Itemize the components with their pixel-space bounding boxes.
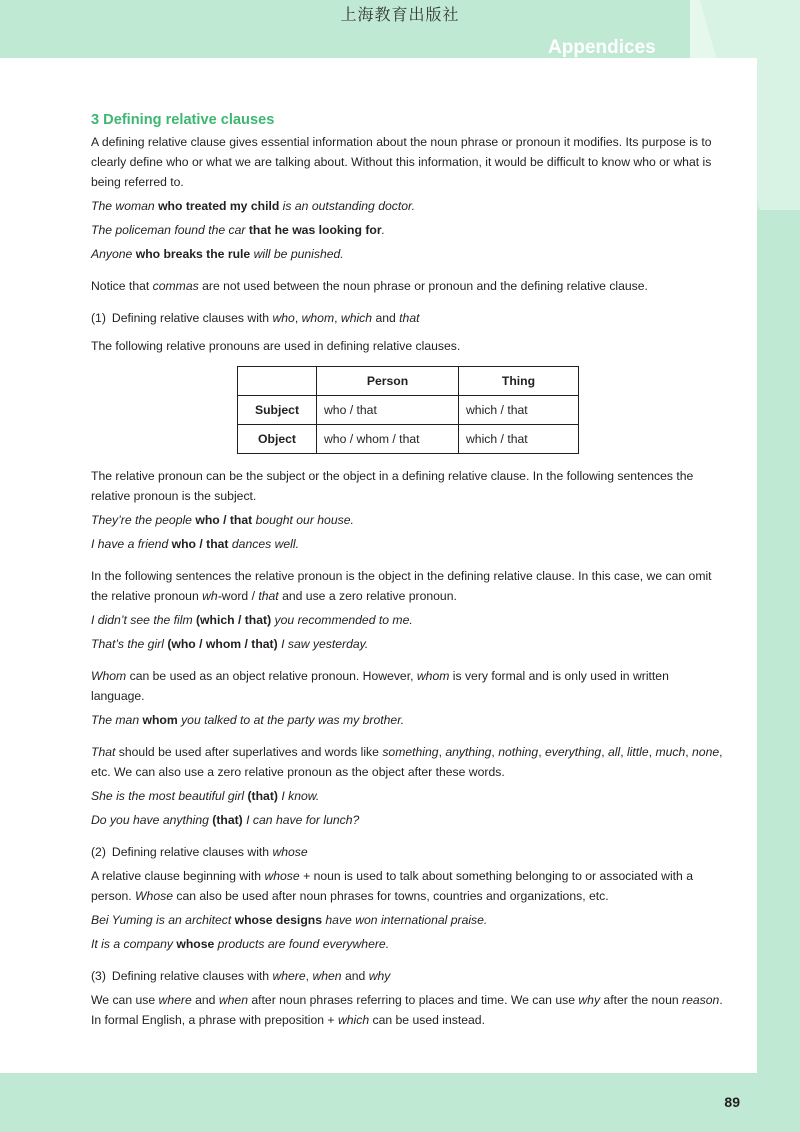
table-cell: who / that: [317, 396, 459, 425]
table-row-label: Subject: [238, 396, 317, 425]
table-header-row: [238, 367, 579, 396]
subheading-3: (3) Defining relative clauses with where, when and why: [91, 969, 391, 983]
that-note: That should be used after superlatives and words like something, anything, nothing, everything, all, little, much, none, etc. We can also use a zero relative pronoun as the object after these words.: [91, 745, 723, 779]
footer-band: [0, 1073, 800, 1132]
publisher-name: 上海教育出版社: [340, 5, 460, 24]
table-corner-cell: [238, 367, 317, 396]
intro-paragraph: A defining relative clause gives essential information about the noun phrase or pronoun it modifies. Its purpose is to clearly define who or what we are talking about. Without this information, it would be difficult to know who or what is being referred to.: [91, 135, 712, 189]
page-content: [91, 110, 725, 1030]
commas-note: Notice that commas are not used between the noun phrase or pronoun and the defining relative clause.: [91, 279, 648, 293]
subheading-1: (1) Defining relative clauses with who, whom, which and that: [91, 311, 420, 325]
example-sentence: That’s the girl (who / whom / that) I saw yesterday.: [91, 637, 369, 651]
sub1-intro: The following relative pronouns are used in defining relative clauses.: [91, 339, 461, 353]
table-row: [238, 425, 579, 454]
example-sentence: She is the most beautiful girl (that) I know.: [91, 789, 320, 803]
whom-note: Whom can be used as an object relative pronoun. However, whom is very formal and is only used in written language.: [91, 669, 669, 703]
section-title: Appendices: [548, 37, 656, 58]
subject-note: The relative pronoun can be the subject or the object in a defining relative clause. In the following sentences the relative pronoun is the subject.: [91, 469, 694, 503]
example-sentence: The woman who treated my child is an outstanding doctor.: [91, 199, 416, 213]
whose-note: A relative clause beginning with whose + noun is used to talk about something belonging to or associated with a person. Whose can also be used after noun phrases for towns, countries and organizations, etc.: [91, 869, 693, 903]
table-row-label: Object: [238, 425, 317, 454]
example-sentence: I have a friend who / that dances well.: [91, 537, 299, 551]
page: [0, 58, 757, 1073]
table-row: [238, 396, 579, 425]
example-sentence: Do you have anything (that) I can have for lunch?: [91, 813, 360, 827]
example-sentence: The policeman found the car that he was looking for.: [91, 223, 385, 237]
page-number: 89: [724, 1094, 740, 1110]
table-cell: which / that: [459, 396, 579, 425]
example-sentence: They’re the people who / that bought our house.: [91, 513, 354, 527]
table-header-person: Person: [317, 367, 459, 396]
section-heading: 3 Defining relative clauses: [91, 112, 275, 128]
example-sentence: Bei Yuming is an architect whose designs have won international praise.: [91, 913, 488, 927]
table-cell: who / whom / that: [317, 425, 459, 454]
subheading-2: (2) Defining relative clauses with whose: [91, 845, 308, 859]
example-sentence: Anyone who breaks the rule will be punished.: [91, 247, 344, 261]
where-note: We can use where and when after noun phrases referring to places and time. We can use why after the noun reason. In formal English, a phrase with preposition + which can be used instead.: [91, 993, 723, 1027]
example-sentence: The man whom you talked to at the party was my brother.: [91, 713, 405, 727]
relative-pronoun-table: [237, 366, 579, 454]
table-cell: which / that: [459, 425, 579, 454]
object-note: In the following sentences the relative pronoun is the object in the defining relative clause. In this case, we can omit the relative pronoun wh-word / that and use a zero relative pronoun.: [91, 569, 712, 603]
example-sentence: It is a company whose products are found everywhere.: [91, 937, 390, 951]
example-sentence: I didn’t see the film (which / that) you recommended to me.: [91, 613, 413, 627]
table-header-thing: Thing: [459, 367, 579, 396]
